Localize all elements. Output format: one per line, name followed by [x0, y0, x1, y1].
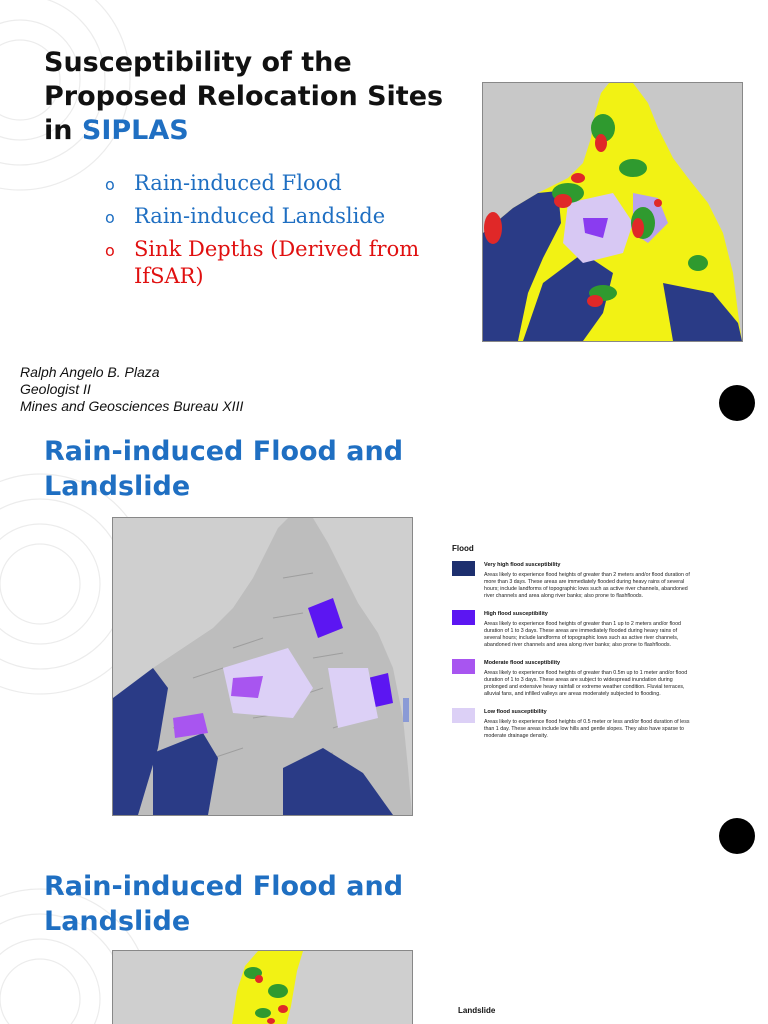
slide-title [44, 46, 443, 148]
bullet-item [106, 170, 426, 197]
title-place: SIPLAS [81, 115, 189, 146]
author-name: Ralph Angelo B. Plaza [20, 364, 160, 380]
slide-3 [0, 859, 768, 1024]
legend-label: High flood susceptibility [484, 611, 548, 617]
section-title-line-1: Rain-induced Flood and [44, 436, 404, 467]
title-line-2: Proposed Relocation Sites [44, 81, 444, 112]
section-title [44, 869, 403, 939]
bullet-text: Rain-induced Landslide [134, 204, 386, 228]
slide-2 [0, 424, 768, 859]
legend-swatch [452, 561, 475, 576]
author-block [20, 364, 243, 415]
legend-entry [452, 659, 692, 698]
landslide-legend-title: Landslide [458, 1006, 496, 1015]
bullet-marker: o [105, 241, 115, 260]
legend-label: Low flood susceptibility [484, 709, 547, 715]
bullet-item [106, 203, 426, 230]
legend-label: Moderate flood susceptibility [484, 660, 561, 666]
landslide-susceptibility-map [112, 950, 413, 1024]
bullet-dot [719, 818, 755, 854]
flood-susceptibility-map [112, 517, 413, 816]
bullet-item [106, 236, 426, 290]
section-title-line-2: Landslide [44, 906, 191, 937]
legend-description: Areas likely to experience flood heights of greater than 0.5m up to 1 meter and/or flood duration of 1 to 3 days. These areas are subject to widespread inundation during prolonged and extensive heavy rainfall or extreme weather condition. Fluvial terraces, alluvial fans, and infilled valleys are areas moderately subjected to flooding. [484, 670, 688, 697]
title-line-1: Susceptibility of the [44, 47, 352, 78]
legend-description: Areas likely to experience flood heights of 0.5 meter or less and/or flood duration of less than 1 day. These areas include low hills and gentle slopes. They also have sparse to moderate drainage density. [484, 719, 690, 739]
flood-legend [452, 544, 692, 750]
section-title-line-2: Landslide [44, 471, 191, 502]
legend-description: Areas likely to experience flood heights of greater than 1 up to 2 meters and/or flood duration of 1 to 3 days. These areas are immediately flooded during heavy rains of several hours; include landforms of topographic lows such as active river channels, abandoned river channels and area along river banks; also prone to flashfloods. [484, 621, 681, 648]
title-in: in [44, 115, 73, 146]
legend-entry [452, 561, 692, 600]
section-title-line-1: Rain-induced Flood and [44, 871, 404, 902]
legend-swatch [452, 659, 475, 674]
author-office: Mines and Geosciences Bureau XIII [20, 398, 244, 414]
legend-entry [452, 610, 692, 649]
legend-description: Areas likely to experience flood heights of greater than 2 meters and/or flood duration of more than 3 days. These areas are immediately flooded during heavy rains of several hours; include landforms of topographic lows such as active river channels, abandoned river channels and area along river banks; also prone to flashfloods. [484, 572, 690, 599]
legend-swatch [452, 610, 475, 625]
author-position: Geologist II [20, 381, 91, 397]
legend-label: Very high flood susceptibility [484, 562, 561, 568]
bullet-marker: o [105, 175, 115, 194]
bullet-marker: o [105, 208, 115, 227]
bullet-text: Rain-induced Flood [134, 171, 342, 195]
bullet-list [106, 170, 426, 296]
legend-entry [452, 708, 692, 740]
bullet-dot [719, 385, 755, 421]
bullet-text: Sink Depths (Derived from IfSAR) [134, 237, 420, 288]
legend-title: Flood [452, 544, 474, 553]
section-title [44, 434, 403, 504]
legend-swatch [452, 708, 475, 723]
combined-susceptibility-map [482, 82, 743, 342]
slide-1 [0, 0, 768, 424]
